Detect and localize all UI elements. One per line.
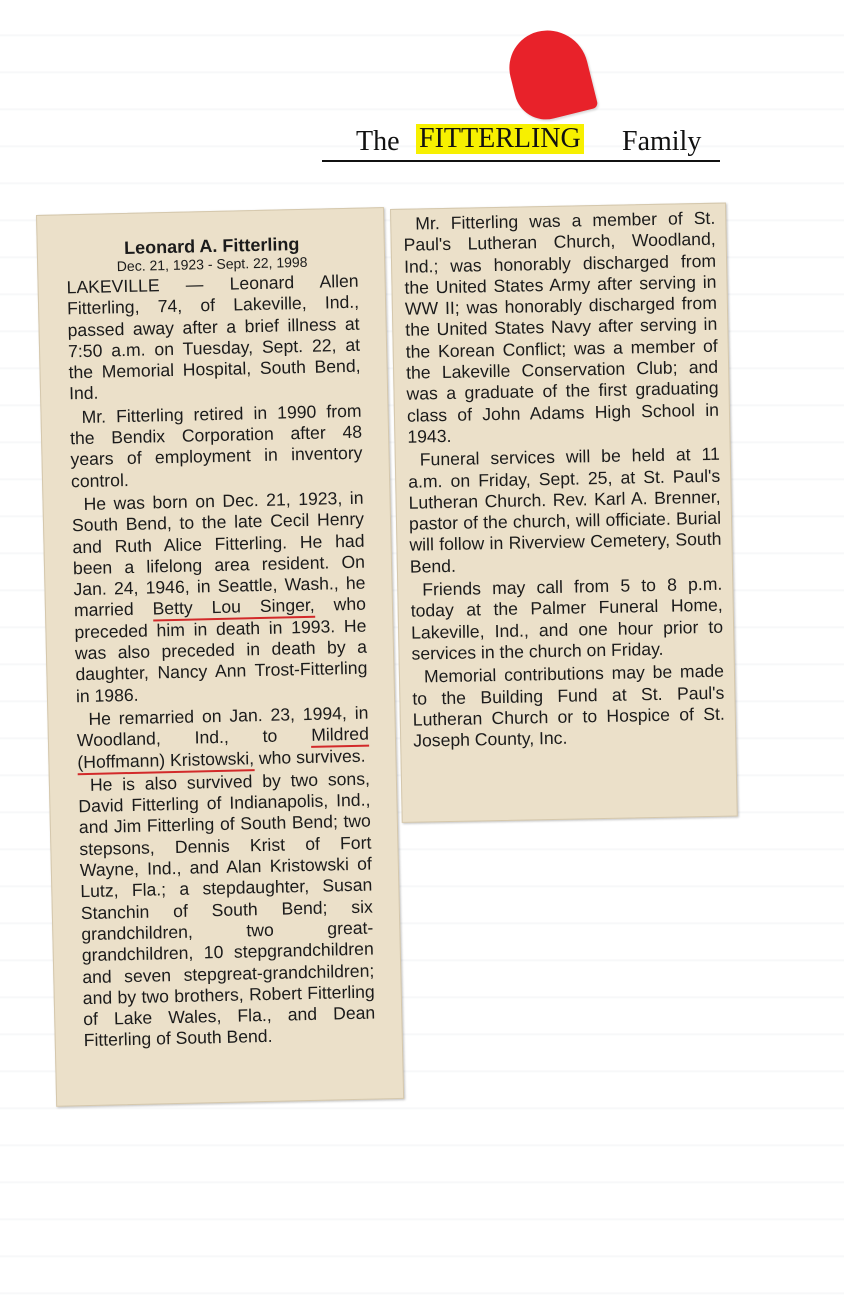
obituary-paragraph: Mr. Fitterling retired in 1990 from the Bendix Corporation after 48 years of employment in inventory control. — [69, 400, 363, 491]
obituary-paragraph: Funeral services will be held at 11 a.m. on Friday, Sept. 25, at St. Paul's Lutheran Church. Rev. Karl A. Brenner, pastor of the church, will officiate. Burial will follow in Riverview Cemetery, South Bend. — [408, 443, 722, 577]
obituary-paragraph: LAKEVILLE — Leonard Allen Fitterling, 74, of Lakeville, Ind., passed away after a brief illness at 7:50 a.m. on Tuesday, Sept. 22, at the Memorial Hospital, South Bend, Ind. — [66, 270, 361, 404]
obituary-paragraph: Friends may call from 5 to 8 p.m. today at the Palmer Funeral Home, Lakeville, Ind., and one hour prior to services in the church on Friday. — [410, 573, 724, 664]
red-tab-marker — [502, 22, 599, 126]
obituary-paragraph: He is also survived by two sons, David Fitterling of Indianapolis, Ind., and Jim Fitterling of South Bend; two stepsons, Dennis Krist of Fort Wayne, Ind., and Alan Kristowski of Lutz, Fla.; a stepdaughter, Susan Stanchin of South Bend; six grandchildren, two great-grandchildren, 10 stepgrandchildren and seven stepgreat-grandchildren; and by two brothers, Robert Fitterling of Lake Wales, Fla., and Dean Fitterling of South Bend. — [78, 768, 376, 1051]
header-family: Family — [622, 126, 702, 157]
obituary-paragraph — [71, 488, 368, 708]
header-the: The — [356, 126, 400, 157]
page-header — [322, 118, 720, 162]
obituary-paragraph: Memorial contributions may be made to the Building Fund at St. Paul's Lutheran Church or to Hospice of St. Joseph County, Inc. — [412, 660, 725, 751]
obituary-dates: Dec. 21, 1923 - Sept. 22, 1998 — [116, 253, 308, 275]
underlined-spouse-name: Betty Lou Singer, — [152, 595, 315, 622]
paragraph-text: who survives. — [253, 745, 366, 768]
obituary-paragraph — [76, 703, 369, 773]
obituary-clipping-left — [36, 207, 404, 1107]
underlined-spouse-name: Mildred (Hoffmann) Kristowski, — [77, 724, 369, 775]
paragraph-text: He was born on Dec. 21, 1923, in South Bend, to the late Cecil Henry and Ruth Alice Fitterling. He had been a lifelong area resident. On Jan. 24, 1946, in Seattle, Wash., he married — [71, 487, 366, 621]
header-family-name-highlighted: FITTERLING — [416, 124, 584, 154]
obituary-name: Leonard A. Fitterling — [123, 234, 300, 259]
paragraph-text: who preceded him in death in 1993. He was also preceded in death by a daughter, Nancy Ann Trost-Fitterling in 1986. — [74, 594, 368, 706]
obituary-paragraph: Mr. Fitterling was a member of St. Paul's Lutheran Church, Woodland, Ind.; was honorably discharged from the United States Army after serving in WW II; was honorably discharged from the United States Navy after serving in the Korean Conflict; was a member of the Lakeville Conservation Club; and was a graduate of the first graduating class of John Adams High School in 1943. — [403, 207, 720, 447]
paragraph-text: He remarried on Jan. 23, 1994, in Woodland, Ind., to — [76, 702, 369, 751]
obituary-clipping-right — [390, 203, 738, 823]
